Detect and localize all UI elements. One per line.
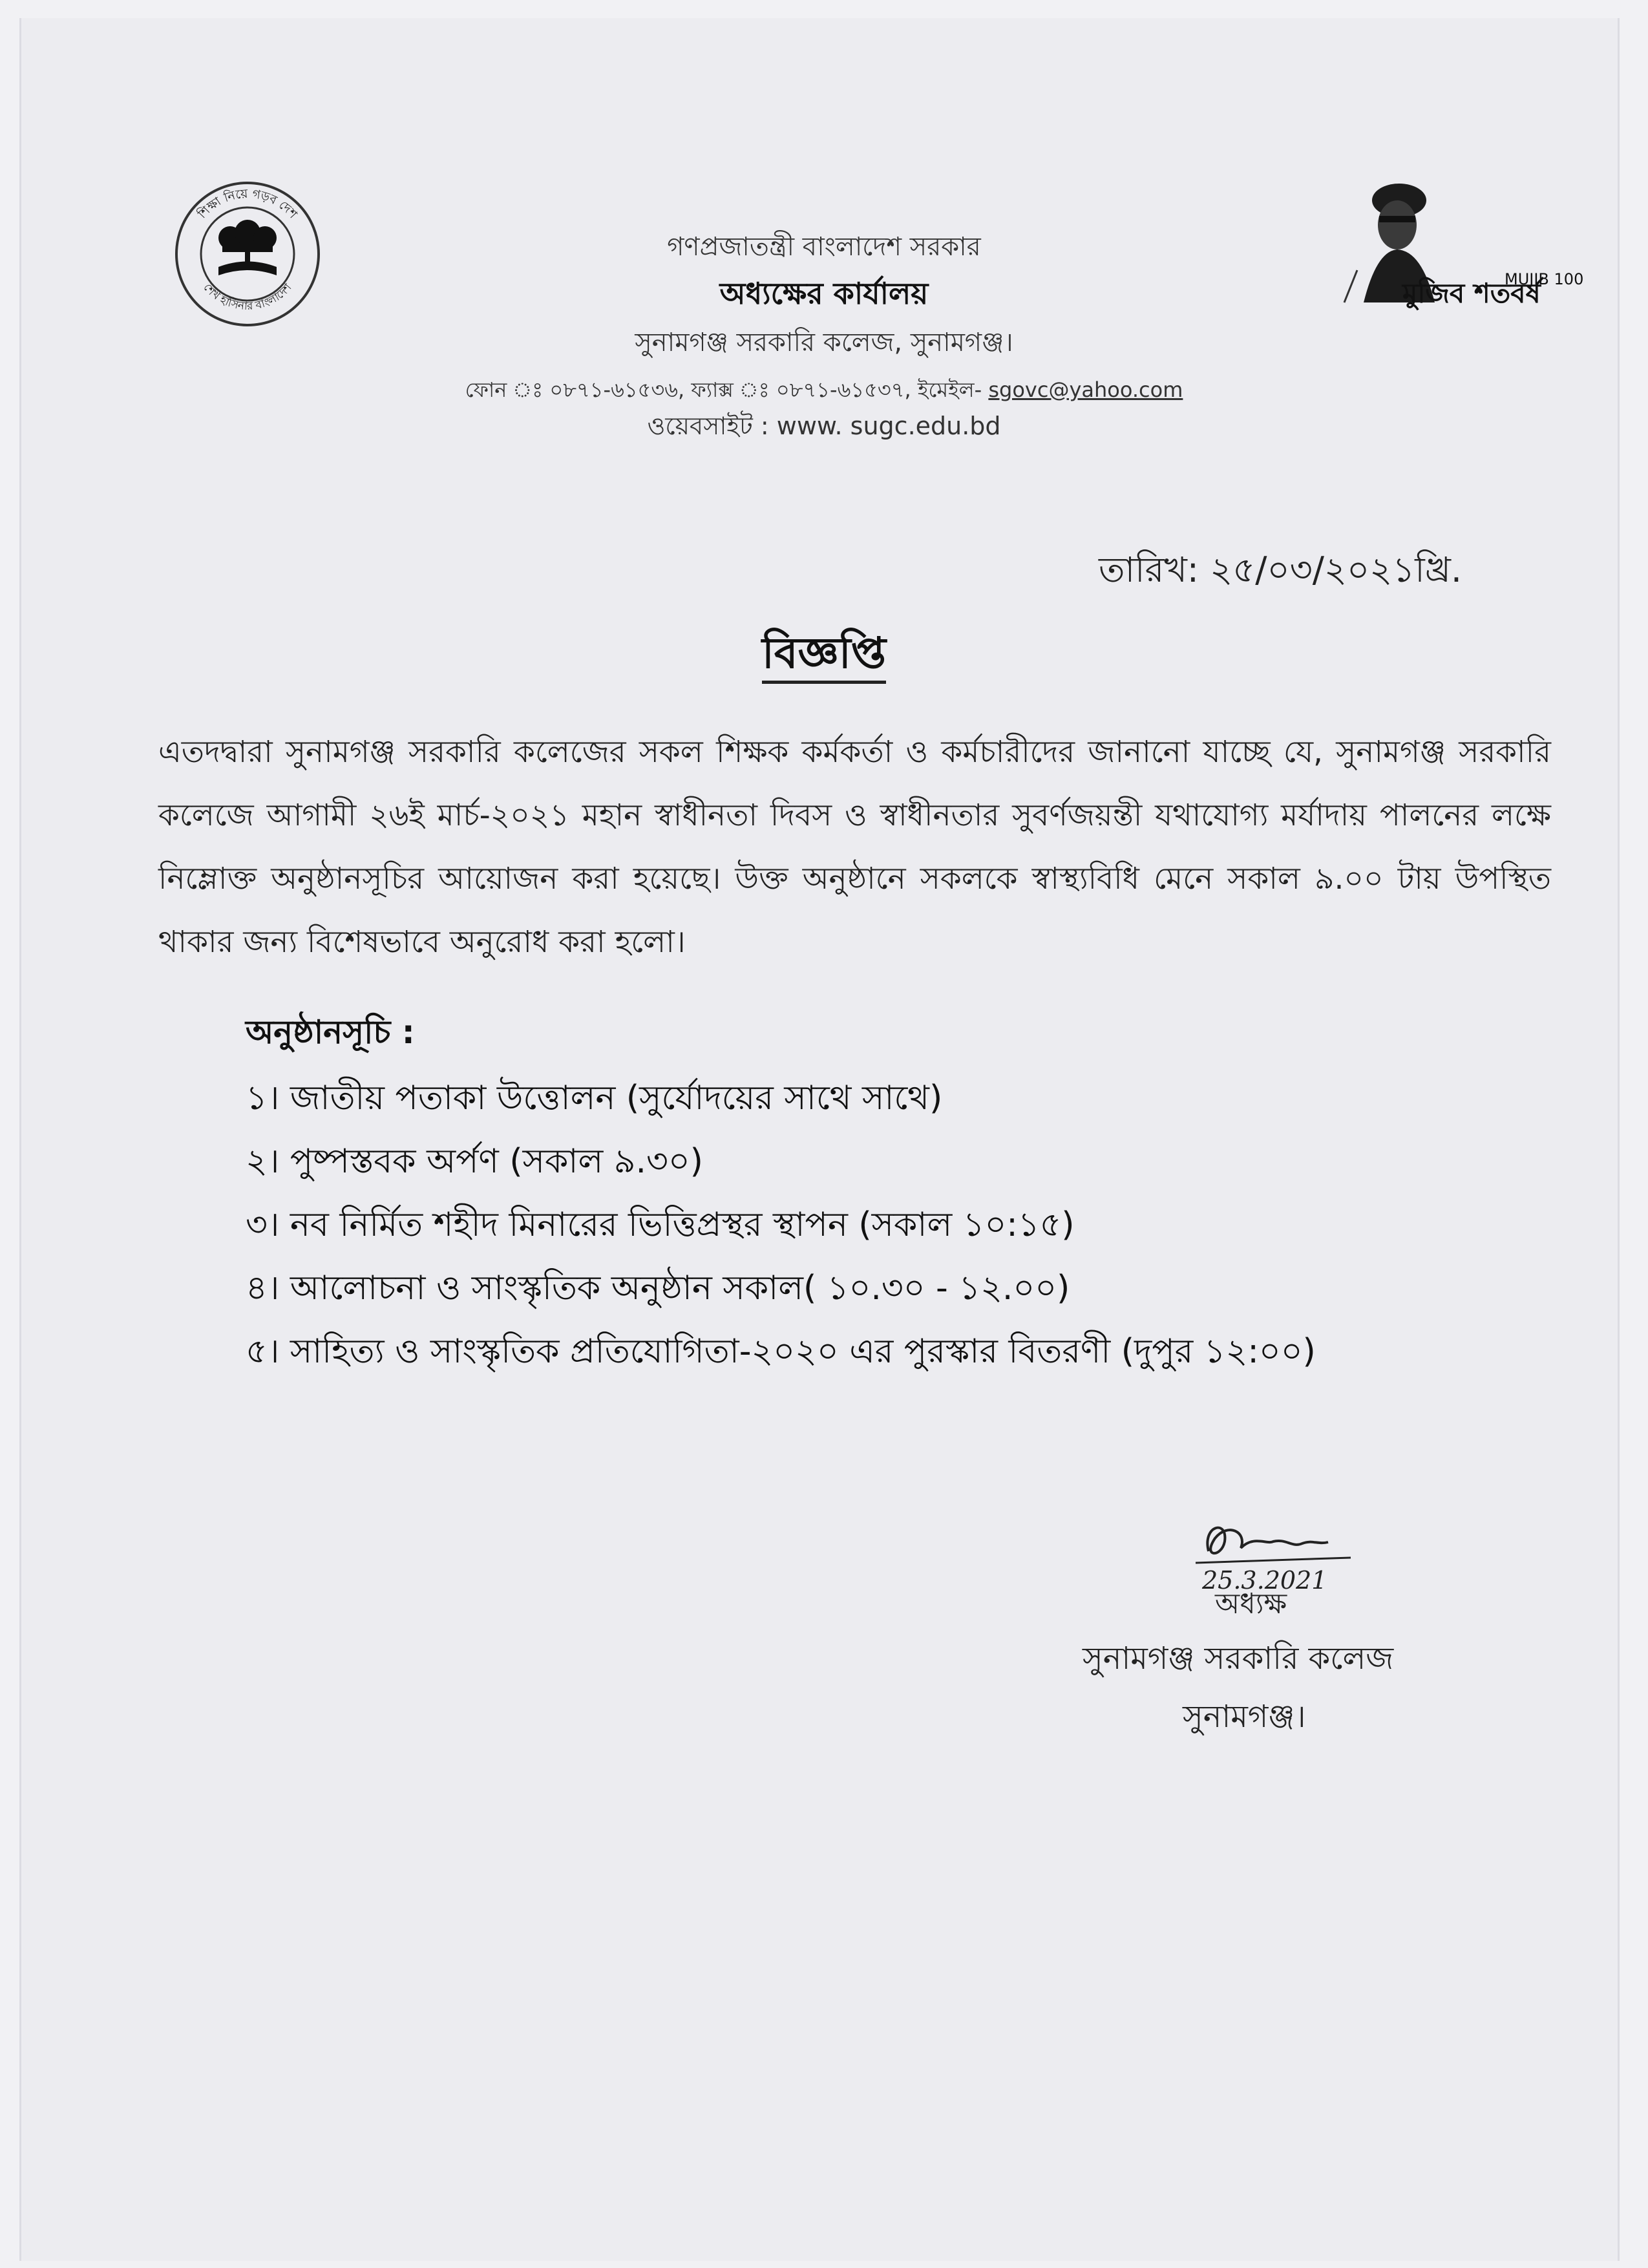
email-link[interactable]: sgovc@yahoo.com — [988, 377, 1183, 402]
signature-date: 25.3.2021 — [1202, 1566, 1327, 1595]
program-list — [246, 1066, 1316, 1383]
college-logo-bottom-text: শেখ হাসিনার বাংলাদেশ — [200, 281, 295, 313]
website-link[interactable]: www. sugc.edu.bd — [776, 412, 1001, 440]
signatory-college: সুনামগঞ্জ সরকারি কলেজ — [1083, 1640, 1394, 1677]
notice-title — [0, 620, 1648, 692]
office-title: অধ্যক্ষের কার্যালয় — [719, 276, 929, 311]
program-item: ১। জাতীয় পতাকা উত্তোলন (সুর্যোদয়ের সাথে সাথে) — [246, 1079, 943, 1118]
notice-date: তারিখ: ২৫/০৩/২০২১খ্রি. — [1099, 549, 1463, 590]
program-heading: অনুষ্ঠানসূচি : — [246, 1013, 415, 1051]
program-item: ৪। আলোচনা ও সাংস্কৃতিক অনুষ্ঠান সকাল( ১০.৩০ - ১২.০০) — [246, 1269, 1070, 1308]
government-name: গণপ্রজাতন্ত্রী বাংলাদেশ সরকার — [667, 232, 981, 262]
college-address: সুনামগঞ্জ সরকারি কলেজ, সুনামগঞ্জ। — [635, 328, 1013, 357]
program-item: ৫। সাহিত্য ও সাংস্কৃতিক প্রতিযোগিতা-২০২০ এর পুরস্কার বিতরণী (দুপুর ১২:০০) — [246, 1332, 1316, 1371]
mujib-logo-text: মুজিব শতবর্ষ — [1402, 277, 1541, 309]
signatory-city: সুনামগঞ্জ। — [1183, 1699, 1306, 1735]
program-item: ২। পুষ্পস্তবক অর্পণ (সকাল ৯.৩০) — [246, 1142, 703, 1181]
contact-line — [0, 374, 1648, 408]
contact-phone-fax: ফোন ঃ ০৮৭১-৬১৫৩৬, ফ্যাক্স ঃ ০৮৭১-৬১৫৩৭, ইমেইল- — [465, 377, 989, 402]
college-logo-top-text: শিক্ষা নিয়ে গড়ব দেশ — [195, 186, 301, 222]
website-line — [0, 407, 1648, 449]
signatory-title: অধ্যক্ষ — [1215, 1587, 1287, 1620]
notice-title-text: বিজ্ঞপ্তি — [762, 628, 886, 684]
notice-body: এতদদ্বারা সুনামগঞ্জ সরকারি কলেজের সকল শিক্ষক কর্মকর্তা ও কর্মচারীদের জানানো যাচ্ছে যে, সুনামগঞ্জ সরকারি কলেজে আগামী ২৬ই মার্চ-২০২১ মহান স্বাধীনতা দিবস ও স্বাধীনতার সুবর্ণজয়ন্তী যথাযোগ্য মর্যাদায় পালনের লক্ষে নিম্লোক্ত অনুষ্ঠানসূচির আয়োজন করা হয়েছে। উক্ত অনুষ্ঠানে সকলকে স্বাস্থ্যবিধি মেনে সকাল ৯.০০ টায় উপস্থিত থাকার জন্য বিশেষভাবে অনুরোধ করা হলো। — [158, 734, 1551, 960]
website-label: ওয়েবসাইট : — [647, 412, 777, 440]
mujib-logo-number: MUJIB 100 — [1505, 270, 1584, 288]
program-item: ৩। নব নির্মিত শহীদ মিনারের ভিত্তিপ্রস্থর স্থাপন (সকাল ১০:১৫) — [246, 1205, 1075, 1244]
